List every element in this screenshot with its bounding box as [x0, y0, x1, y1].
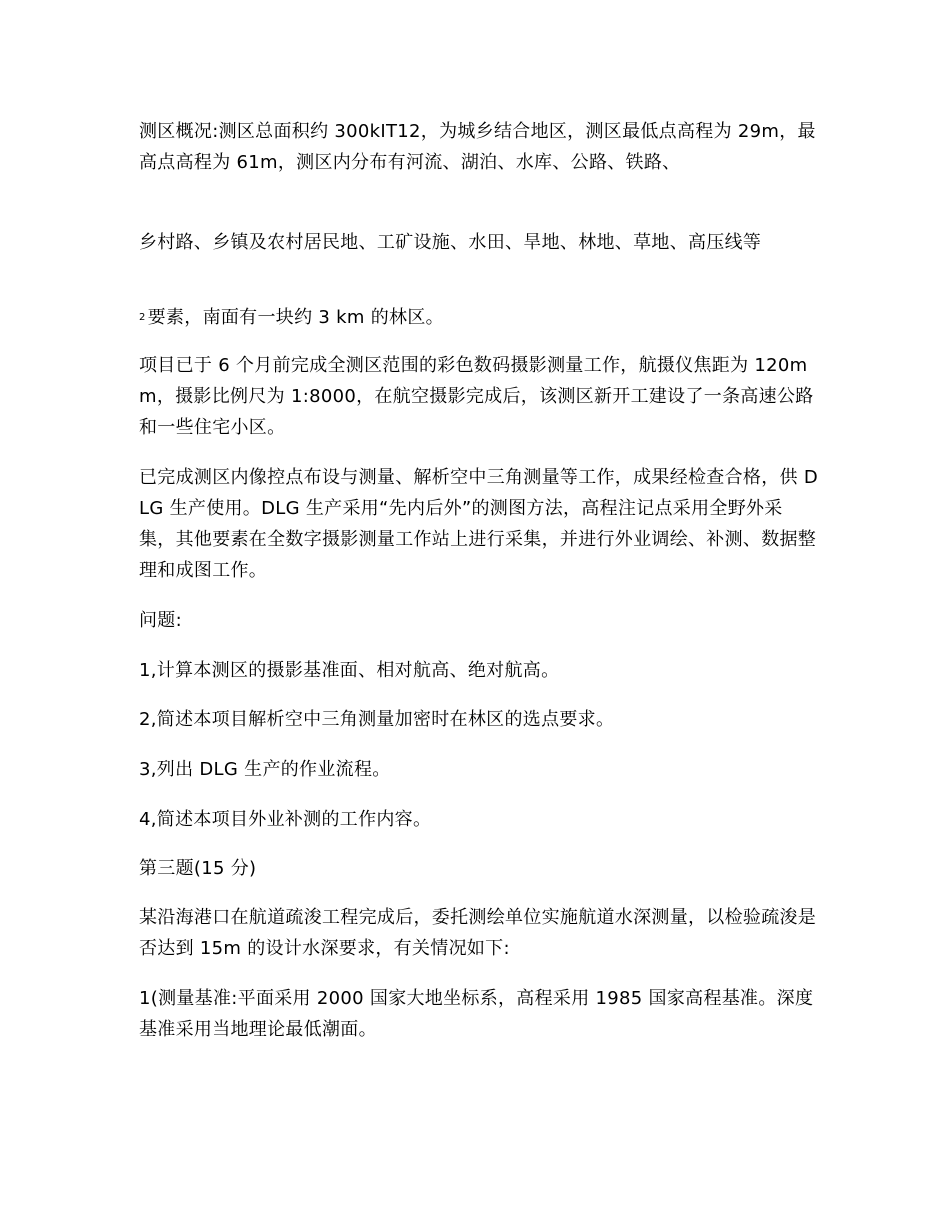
section-three-heading: 第三题(15 分) — [139, 858, 257, 879]
forest-area-paragraph — [139, 302, 819, 333]
survey-datum-paragraph: 1(测量基准:平面采用 2000 国家大地坐标系，高程采用 1985 国家高程基准。深度基准采用当地理论最低潮面。 — [139, 988, 814, 1040]
question-2: 2,简述本项目解析空中三角测量加密时在林区的选点要求。 — [139, 709, 615, 730]
dlg-production-paragraph: 已完成测区内像控点布设与测量、解析空中三角测量等工作，成果经检查合格，供 DLG 生产使用。DLG 生产采用“先内后外”的测图方法，高程注记点采用全野外采集，其他要素在全数字摄影测量工作站上进行采集，并进行外业调绘、补测、数据整理和成图工作。 — [139, 467, 818, 581]
superscript-marker: 2 — [139, 312, 146, 323]
aerial-photography-paragraph: 项目已于 6 个月前完成全测区范围的彩色数码摄影测量工作，航摄仪焦距为 120mm，摄影比例尺为 1:8000，在航空摄影完成后，该测区新开工建设了一条高速公路和一些住宅小区。 — [139, 355, 814, 438]
question-4: 4,简述本项目外业补测的工作内容。 — [139, 809, 432, 830]
survey-area-overview-paragraph: 测区概况:测区总面积约 300kIT12，为城乡结合地区，测区最低点高程为 29m，最高点高程为 61m，测区内分布有河流、湖泊、水库、公路、铁路、 — [139, 121, 816, 173]
question-3: 3,列出 DLG 生产的作业流程。 — [139, 759, 391, 780]
survey-area-features-paragraph: 乡村路、乡镇及农村居民地、工矿设施、水田、旱地、林地、草地、高压线等 — [139, 232, 762, 253]
questions-heading: 问题: — [139, 610, 182, 631]
port-survey-paragraph: 某沿海港口在航道疏浚工程完成后，委托测绘单位实施航道水深测量，以检验疏浚是否达到 15m 的设计水深要求，有关情况如下: — [139, 907, 817, 959]
question-1: 1,计算本测区的摄影基准面、相对航高、绝对航高。 — [139, 660, 560, 681]
forest-area-text: 要素，南面有一块约 3 km 的林区。 — [147, 307, 444, 328]
